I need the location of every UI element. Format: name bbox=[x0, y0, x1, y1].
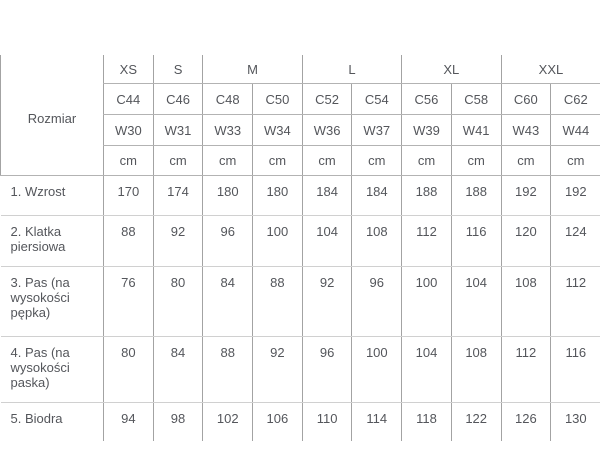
value-cell: 174 bbox=[153, 176, 203, 216]
value-cell: 100 bbox=[352, 337, 402, 403]
waist-code-cell: W33 bbox=[203, 115, 253, 146]
chest-code-cell: C56 bbox=[402, 84, 452, 115]
value-cell: 184 bbox=[302, 176, 352, 216]
value-cell: 92 bbox=[153, 216, 203, 267]
chest-code-cell: C62 bbox=[551, 84, 600, 115]
value-cell: 100 bbox=[402, 267, 452, 337]
row-label: 4. Pas (na wysokości paska) bbox=[1, 337, 104, 403]
unit-cell: cm bbox=[501, 146, 551, 176]
value-cell: 106 bbox=[253, 403, 303, 442]
size-chart-table bbox=[0, 55, 600, 441]
value-cell: 112 bbox=[551, 267, 600, 337]
value-cell: 96 bbox=[302, 337, 352, 403]
value-cell: 192 bbox=[501, 176, 551, 216]
unit-cell: cm bbox=[451, 146, 501, 176]
chest-code-cell: C48 bbox=[203, 84, 253, 115]
value-cell: 184 bbox=[352, 176, 402, 216]
value-cell: 92 bbox=[253, 337, 303, 403]
value-cell: 102 bbox=[203, 403, 253, 442]
value-cell: 98 bbox=[153, 403, 203, 442]
value-cell: 88 bbox=[253, 267, 303, 337]
value-cell: 180 bbox=[203, 176, 253, 216]
value-cell: 112 bbox=[501, 337, 551, 403]
value-cell: 112 bbox=[402, 216, 452, 267]
value-cell: 188 bbox=[451, 176, 501, 216]
waist-code-cell: W39 bbox=[402, 115, 452, 146]
value-cell: 116 bbox=[451, 216, 501, 267]
value-cell: 116 bbox=[551, 337, 600, 403]
value-cell: 84 bbox=[153, 337, 203, 403]
unit-cell: cm bbox=[153, 146, 203, 176]
value-cell: 108 bbox=[352, 216, 402, 267]
table-row-klatka bbox=[1, 216, 600, 267]
waist-code-cell: W41 bbox=[451, 115, 501, 146]
value-cell: 108 bbox=[501, 267, 551, 337]
size-header-row bbox=[1, 55, 600, 84]
size-header-l: L bbox=[302, 55, 401, 84]
value-cell: 80 bbox=[104, 337, 154, 403]
value-cell: 88 bbox=[203, 337, 253, 403]
table-row-biodra bbox=[1, 403, 600, 442]
chest-code-cell: C50 bbox=[253, 84, 303, 115]
unit-cell: cm bbox=[402, 146, 452, 176]
value-cell: 76 bbox=[104, 267, 154, 337]
row-label: 1. Wzrost bbox=[1, 176, 104, 216]
size-header-xl: XL bbox=[402, 55, 501, 84]
waist-code-cell: W44 bbox=[551, 115, 600, 146]
chest-code-cell: C54 bbox=[352, 84, 402, 115]
corner-header: Rozmiar bbox=[1, 55, 104, 176]
value-cell: 104 bbox=[402, 337, 452, 403]
value-cell: 192 bbox=[551, 176, 600, 216]
size-header-xxl: XXL bbox=[501, 55, 600, 84]
table-row-pas-pepka bbox=[1, 267, 600, 337]
value-cell: 114 bbox=[352, 403, 402, 442]
value-cell: 84 bbox=[203, 267, 253, 337]
value-cell: 92 bbox=[302, 267, 352, 337]
value-cell: 180 bbox=[253, 176, 303, 216]
unit-cell: cm bbox=[253, 146, 303, 176]
value-cell: 120 bbox=[501, 216, 551, 267]
value-cell: 108 bbox=[451, 337, 501, 403]
row-label: 3. Pas (na wysokości pępka) bbox=[1, 267, 104, 337]
value-cell: 88 bbox=[104, 216, 154, 267]
waist-code-cell: W36 bbox=[302, 115, 352, 146]
row-label: 2. Klatka piersiowa bbox=[1, 216, 104, 267]
value-cell: 100 bbox=[253, 216, 303, 267]
value-cell: 118 bbox=[402, 403, 452, 442]
value-cell: 96 bbox=[352, 267, 402, 337]
chest-code-cell: C44 bbox=[104, 84, 154, 115]
unit-cell: cm bbox=[551, 146, 600, 176]
value-cell: 80 bbox=[153, 267, 203, 337]
size-header-xs: XS bbox=[104, 55, 154, 84]
waist-code-cell: W31 bbox=[153, 115, 203, 146]
chest-code-cell: C46 bbox=[153, 84, 203, 115]
size-header-s: S bbox=[153, 55, 203, 84]
value-cell: 188 bbox=[402, 176, 452, 216]
chest-code-cell: C58 bbox=[451, 84, 501, 115]
value-cell: 94 bbox=[104, 403, 154, 442]
value-cell: 110 bbox=[302, 403, 352, 442]
table-row-pas-paska bbox=[1, 337, 600, 403]
value-cell: 104 bbox=[302, 216, 352, 267]
value-cell: 124 bbox=[551, 216, 600, 267]
value-cell: 122 bbox=[451, 403, 501, 442]
value-cell: 104 bbox=[451, 267, 501, 337]
waist-code-cell: W30 bbox=[104, 115, 154, 146]
table-row-wzrost bbox=[1, 176, 600, 216]
waist-code-cell: W43 bbox=[501, 115, 551, 146]
unit-cell: cm bbox=[302, 146, 352, 176]
value-cell: 126 bbox=[501, 403, 551, 442]
unit-cell: cm bbox=[352, 146, 402, 176]
unit-cell: cm bbox=[203, 146, 253, 176]
size-header-m: M bbox=[203, 55, 302, 84]
row-label: 5. Biodra bbox=[10, 411, 63, 426]
chest-code-cell: C60 bbox=[501, 84, 551, 115]
unit-cell: cm bbox=[104, 146, 154, 176]
waist-code-cell: W37 bbox=[352, 115, 402, 146]
chest-code-cell: C52 bbox=[302, 84, 352, 115]
value-cell: 170 bbox=[104, 176, 154, 216]
value-cell: 96 bbox=[203, 216, 253, 267]
waist-code-cell: W34 bbox=[253, 115, 303, 146]
value-cell: 130 bbox=[551, 403, 600, 442]
